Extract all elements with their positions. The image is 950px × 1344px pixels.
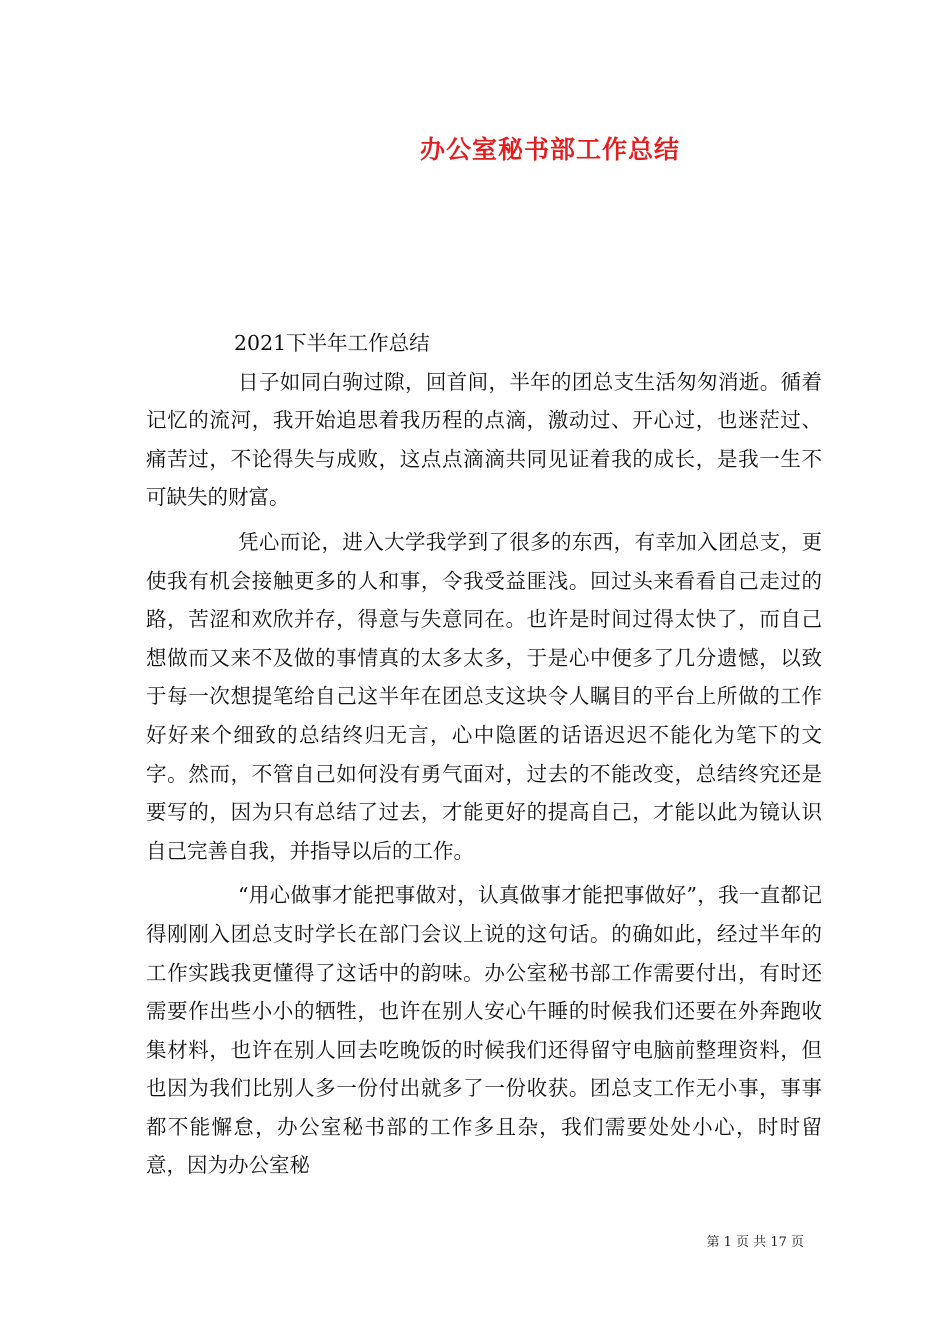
paragraph-3: “用心做事才能把事做对，认真做事才能把事做好”，我一直都记得刚刚入团总支时学长在部门会议上说的这句话。的确如此，经过半年的工作实践我更懂得了这话中的韵味。办公室秘书部工作需要付出，有时还需要作出些小小的牺牲，也许在别人安心午睡的时候我们还要在外奔跑收集材料，也许在别人回去吃晚饭的时候我们还得留守电脑前整理资料，但也因为我们比别人多一份付出就多了一份收获。团总支工作无小事，事事都不能懈怠，办公室秘书部的工作多且杂，我们需要处处小心，时时留意，因为办公室秘 (146, 883, 822, 1178)
page-title: 办公室秘书部工作总结 (419, 135, 680, 164)
document-body (146, 324, 822, 1185)
paragraph-2: 凭心而论，进入大学我学到了很多的东西，有幸加入团总支，更使我有机会接触更多的人和事，令我受益匪浅。回过头来看看自己走过的路，苦涩和欢欣并存，得意与失意同在。也许是时间过得太快了，而自己想做而又来不及做的事情真的太多太多，于是心中便多了几分遗憾，以致于每一次想提笔给自己这半年在团总支这块令人瞩目的平台上所做的工作好好来个细致的总结终归无言，心中隐匿的话语迟迟不能化为笔下的文字。然而，不管自己如何没有勇气面对，过去的不能改变，总结终究还是要写的，因为只有总结了过去，才能更好的提高自己，才能以此为镜认识自己完善自我，并指导以后的工作。 (146, 529, 822, 863)
section-subheading: 2021下半年工作总结 (234, 331, 430, 355)
page-number-footer: 第 1 页 共 17 页 (706, 1235, 804, 1250)
paragraph-1: 日子如同白驹过隙，回首间，半年的团总支生活匆匆消逝。循着记忆的流河，我开始追思着我历程的点滴，激动过、开心过，也迷茫过、痛苦过，不论得失与成败，这点点滴滴共同见证着我的成长，是我一生不可缺失的财富。 (146, 369, 822, 510)
